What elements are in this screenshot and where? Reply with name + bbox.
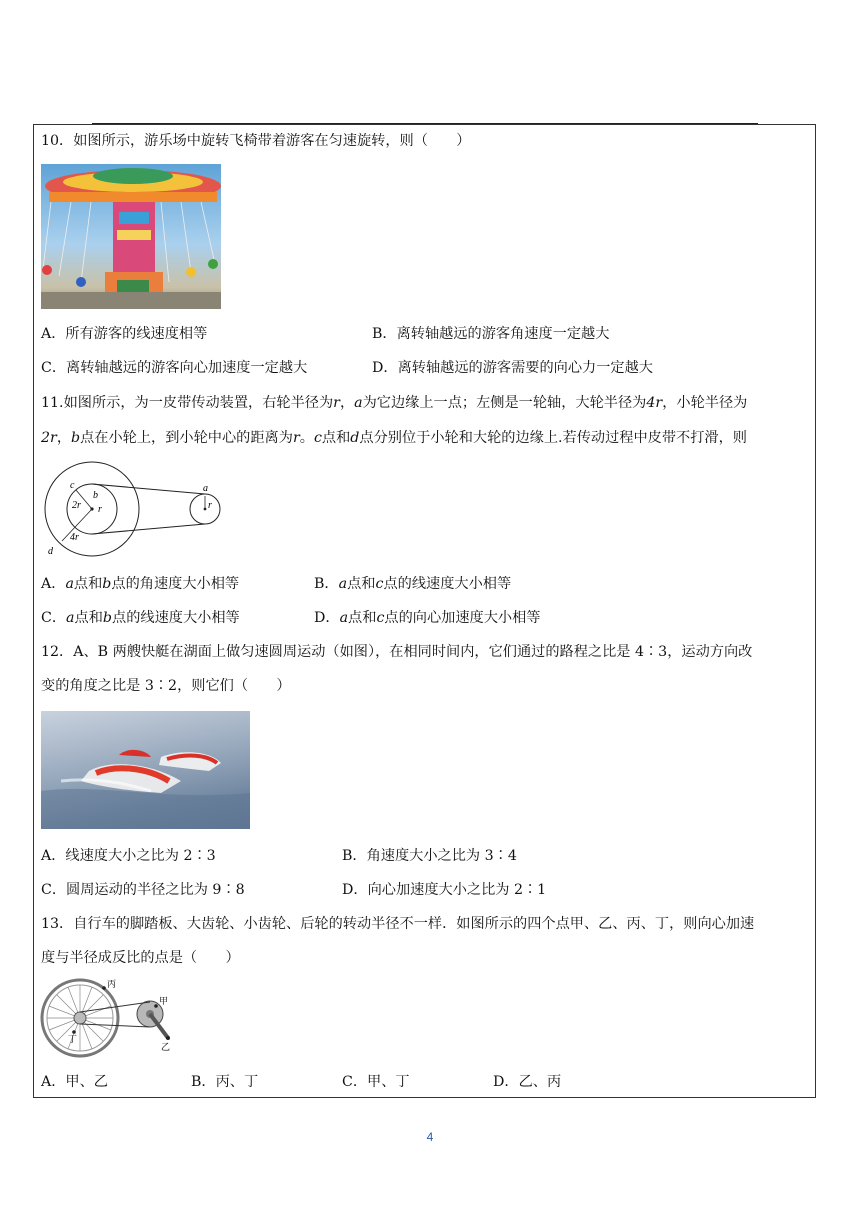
q11-stem-line1: 11.如图所示，为一皮带传动装置，右轮半径为r，a为它边缘上一点；左侧是一轮轴，大轮半径为4r，小轮半径为 xyxy=(41,395,748,411)
q10-option-b[interactable]: B．离转轴越远的游客角速度一定越大 xyxy=(372,326,610,342)
q11-stem-line2: 2r，b点在小轮上，到小轮中心的距离为r。c点和d点分别位于小轮和大轮的边缘上.若传动过程中皮带不打滑，则 xyxy=(41,430,747,446)
label-a: a xyxy=(203,483,208,494)
label-r: r xyxy=(98,504,102,515)
page-number: 4 xyxy=(426,1130,434,1144)
label-jia: 甲 xyxy=(159,997,169,1007)
speedboats-image xyxy=(41,711,250,829)
label-b: b xyxy=(93,490,98,501)
q11-option-d[interactable]: D．a点和c点的向心加速度大小相等 xyxy=(314,610,541,626)
q13-stem-line2: 度与半径成反比的点是（ ） xyxy=(41,950,240,966)
label-r-right: r xyxy=(208,500,212,511)
q10-stem: 10．如图所示，游乐场中旋转飞椅带着游客在匀速旋转，则（ ） xyxy=(41,133,471,149)
q13-option-d[interactable]: D．乙、丙 xyxy=(493,1074,562,1090)
q12-stem-line2: 变的角度之比是 3∶2，则它们（ ） xyxy=(41,678,291,694)
label-d: d xyxy=(48,546,53,557)
q10-option-a[interactable]: A．所有游客的线速度相等 xyxy=(41,326,208,342)
bicycle-drive-diagram xyxy=(40,976,190,1060)
q10-option-c[interactable]: C．离转轴越远的游客向心加速度一定越大 xyxy=(41,360,308,376)
q11-option-a[interactable]: A．a点和b点的角速度大小相等 xyxy=(41,576,240,592)
belt-drive-diagram xyxy=(40,458,230,560)
label-4r: 4r xyxy=(70,532,79,543)
q12-option-b[interactable]: B．角速度大小之比为 3∶4 xyxy=(342,848,517,864)
q13-option-a[interactable]: A．甲、乙 xyxy=(41,1074,108,1090)
label-ding: 丁 xyxy=(68,1035,78,1045)
label-bing: 丙 xyxy=(107,980,117,990)
q12-option-d[interactable]: D．向心加速度大小之比为 2∶1 xyxy=(342,882,547,898)
q10-option-d[interactable]: D．离转轴越远的游客需要的向心力一定越大 xyxy=(372,360,653,376)
q11-option-b[interactable]: B．a点和c点的线速度大小相等 xyxy=(314,576,512,592)
label-2r: 2r xyxy=(72,500,81,511)
q12-option-c[interactable]: C．圆周运动的半径之比为 9∶8 xyxy=(41,882,245,898)
label-yi: 乙 xyxy=(161,1043,171,1053)
label-c: c xyxy=(70,480,75,491)
q13-stem-line1: 13．自行车的脚踏板、大齿轮、小齿轮、后轮的转动半径不一样．如图所示的四个点甲、乙、丙、丁，则向心加速 xyxy=(41,916,755,932)
swing-ride-image xyxy=(41,164,221,309)
q13-option-c[interactable]: C．甲、丁 xyxy=(342,1074,410,1090)
q12-stem-line1: 12．A、B 两艘快艇在湖面上做匀速圆周运动（如图），在相同时间内，它们通过的路程之比是 4∶3，运动方向改 xyxy=(41,644,753,660)
q12-option-a[interactable]: A．线速度大小之比为 2∶3 xyxy=(41,848,216,864)
q13-option-b[interactable]: B．丙、丁 xyxy=(191,1074,259,1090)
q11-option-c[interactable]: C．a点和b点的线速度大小相等 xyxy=(41,610,240,626)
